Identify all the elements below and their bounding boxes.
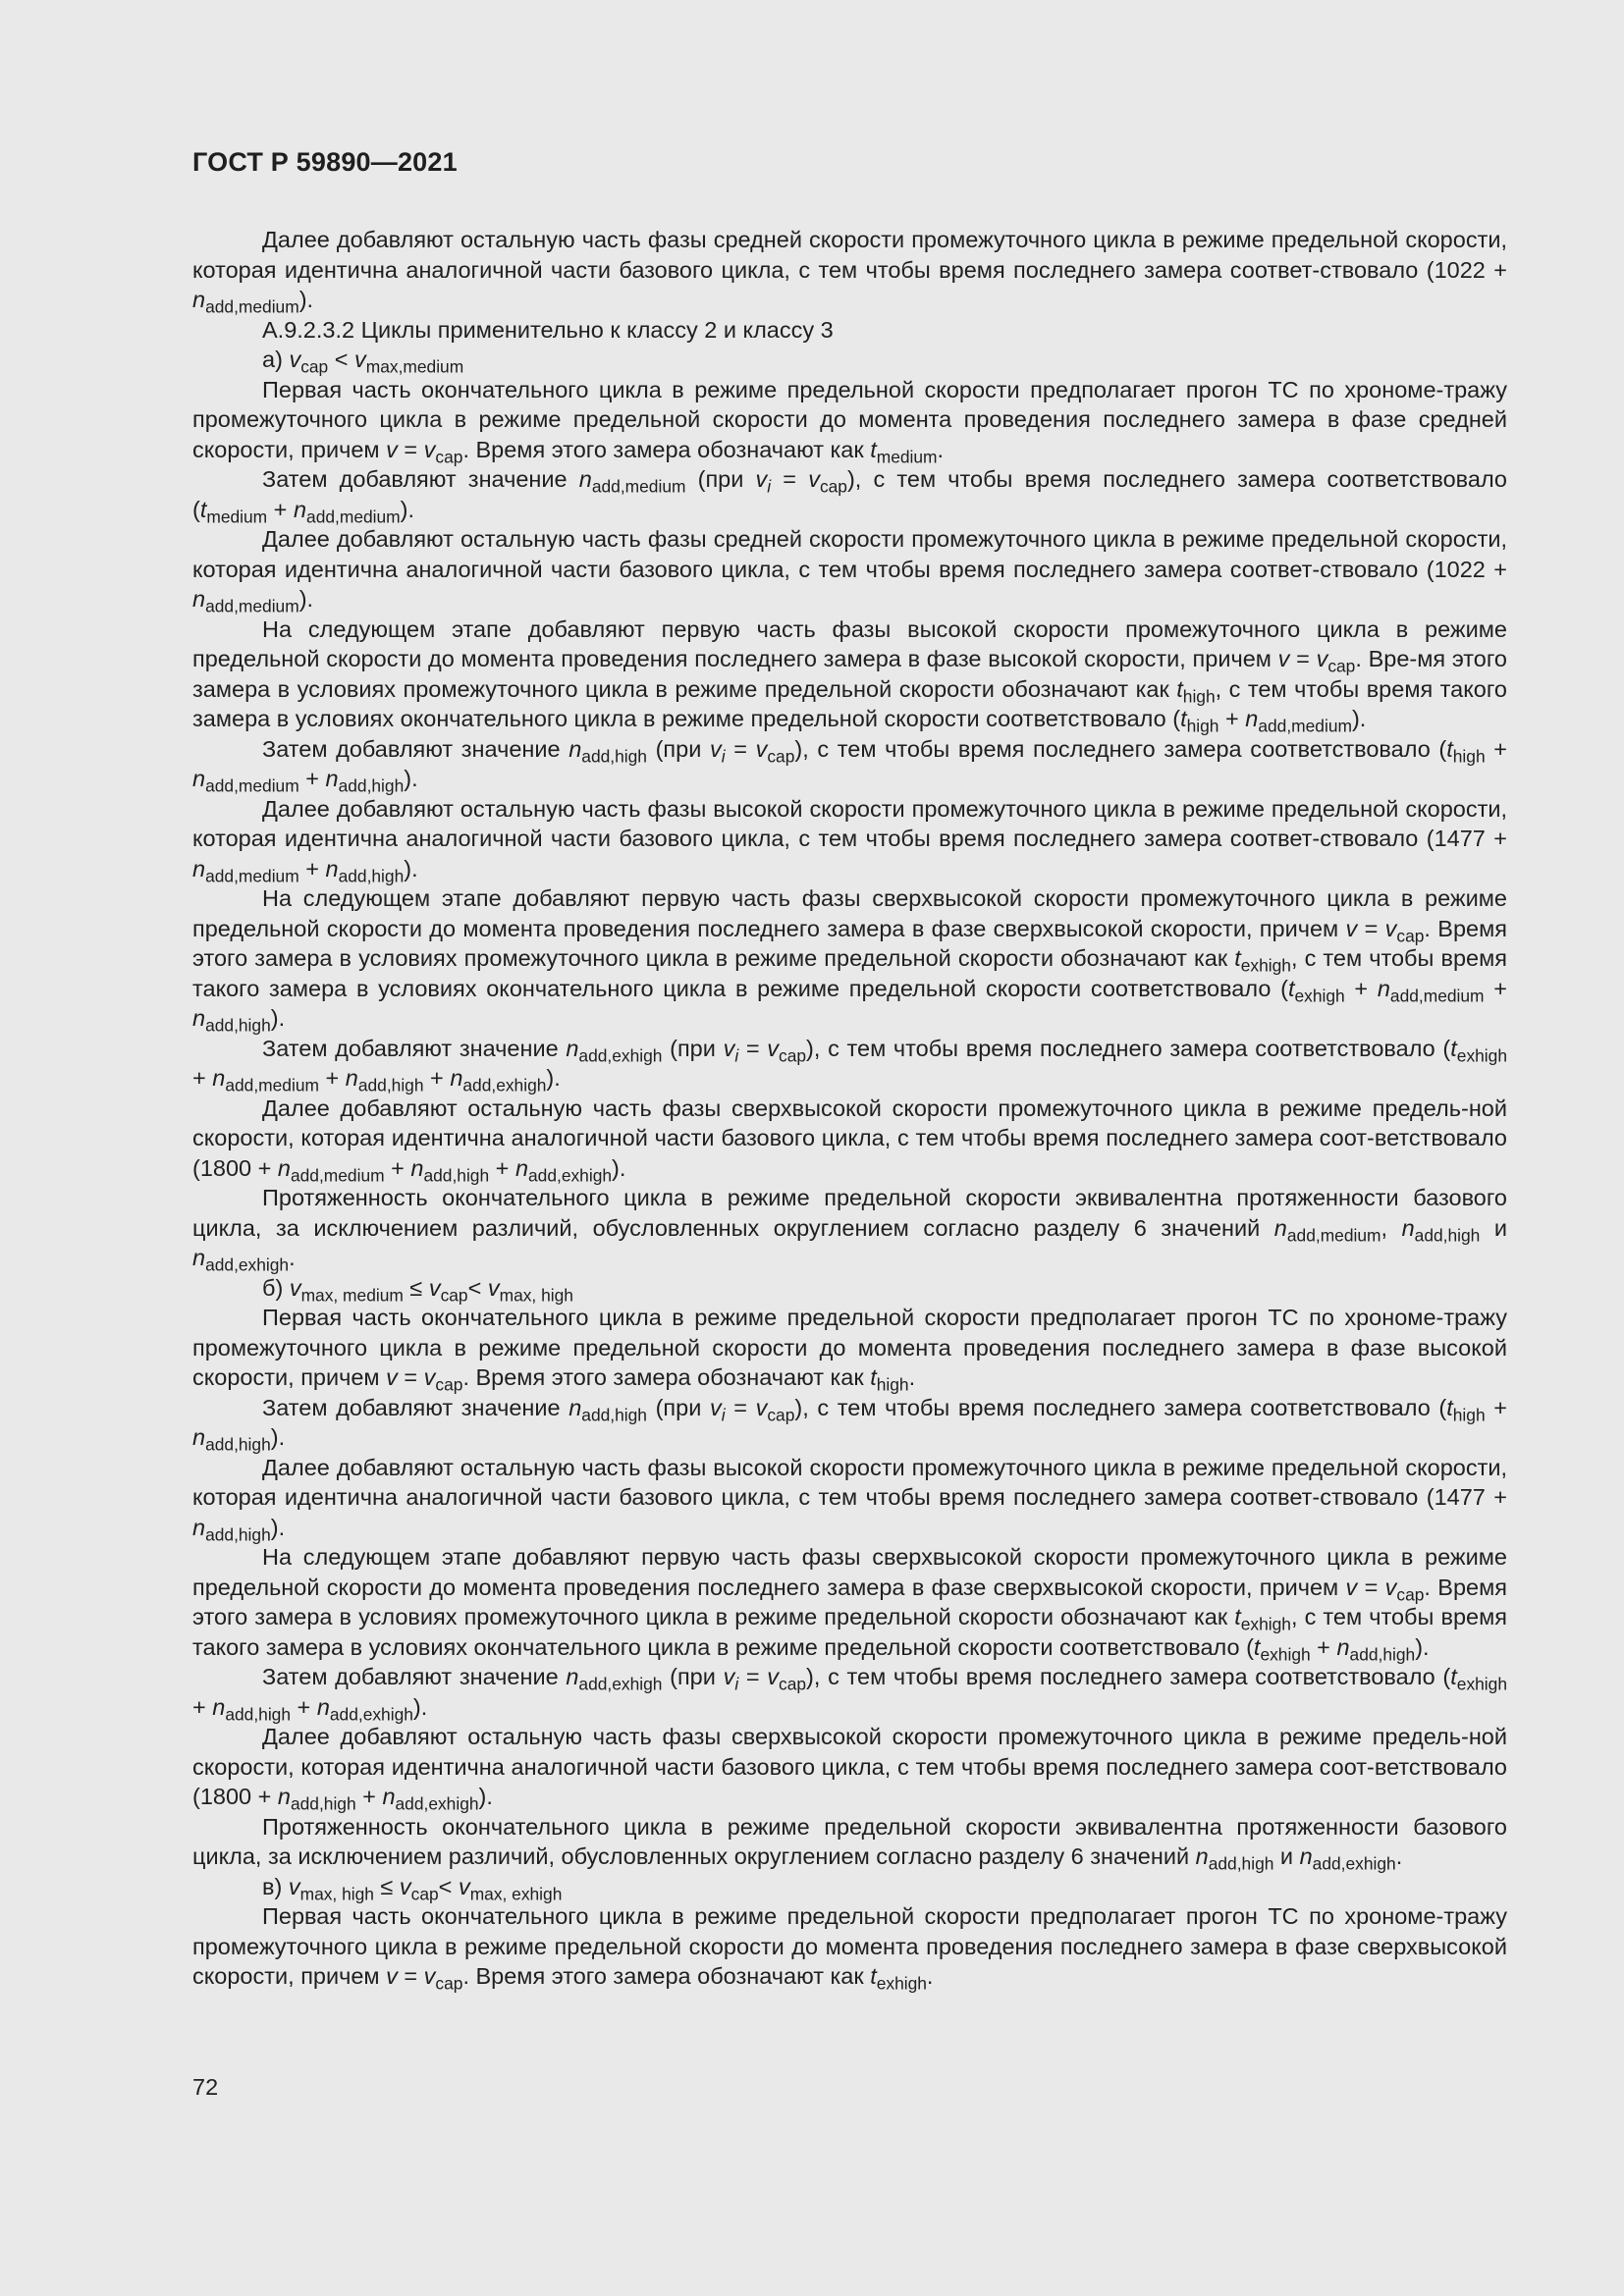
body-paragraph-10: Далее добавляют остальную часть фазы сверхвысокой скорости промежуточного цикла в режиме предель-ной скорости, которая идентична аналогичной части базового цикла, с тем чтобы время последнего замера соот-ветствовало $(1800 + n_{add,medium} + n_{add,high} + n_{add,exhigh})$. xyxy=(192,1095,1507,1186)
page-number: 72 xyxy=(192,2074,219,2100)
body-paragraph-18: Протяженность окончательного цикла в режиме предельной скорости эквивалентна протяженности базового цикла, за исключением различий, обусловленных округлением согласно разделу 6 значений $n_{add,high}$ и $n_{add,exhigh}$. xyxy=(192,1813,1507,1874)
case-c-heading: в) $v_{max, high} \le v_{cap}< v_{max, exhigh}$ xyxy=(262,1873,563,1904)
case-a-heading: а) $v_{cap} < v_{max,medium}$ xyxy=(262,347,464,377)
document-body xyxy=(192,225,1507,1992)
body-paragraph-14: Далее добавляют остальную часть фазы высокой скорости промежуточного цикла в режиме предельной скорости, которая идентична аналогичной части базового цикла, с тем чтобы время последнего замера соответ-ствовало $(1477 + n_{add,high})$. xyxy=(192,1454,1507,1545)
body-paragraph-15: На следующем этапе добавляют первую часть фазы сверхвысокой скорости промежуточного цикла в режиме предельной скорости до момента проведения последнего замера в фазе сверхвысокой скорости, причем $v = v_{cap}$. Время этого замера в условиях промежуточного цикла в режиме предельной скорости обозначают как $t_{exhigh}$, с тем чтобы время такого замера в условиях окончательного цикла в режиме предельной скорости соответствовало $(t_{exhigh} + n_{add,high})$. xyxy=(192,1544,1507,1665)
body-paragraph-16: Затем добавляют значение $n_{add,exhigh}$ (при $v_i = v_{cap}$), с тем чтобы время последнего замера соответствовало $(t_{exhigh} + n_{add,high} + n_{add,exhigh})$. xyxy=(192,1664,1507,1725)
body-paragraph-7: Далее добавляют остальную часть фазы высокой скорости промежуточного цикла в режиме предельной скорости, которая идентична аналогичной части базового цикла, с тем чтобы время последнего замера соответ-ствовало $(1477 + n_{add,medium} + n_{add,high})$. xyxy=(192,795,1507,886)
case-b-heading: б) $v_{max, medium} \le v_{cap}< v_{max, high}$ xyxy=(262,1274,573,1306)
body-paragraph-13: Затем добавляют значение $n_{add,high}$ (при $v_i = v_{cap}$), с тем чтобы время последнего замера соответствовало $(t_{high} + n_{add,high})$. xyxy=(192,1394,1507,1455)
body-paragraph-8: На следующем этапе добавляют первую часть фазы сверхвысокой скорости промежуточного цикла в режиме предельной скорости до момента проведения последнего замера в фазе сверхвысокой скорости, причем $v = v_{cap}$. Время этого замера в условиях промежуточного цикла в режиме предельной скорости обозначают как $t_{exhigh}$, с тем чтобы время такого замера в условиях окончательного цикла в режиме предельной скорости соответствовало $(t_{exhigh} + n_{add,medium} + n_{add,high})$. xyxy=(192,885,1507,1036)
body-paragraph-1: Далее добавляют остальную часть фазы средней скорости промежуточного цикла в режиме предельной скорости, которая идентична аналогичной части базового цикла, с тем чтобы время последнего замера соответ-ствовало $(1022 + n_{add,medium})$. xyxy=(192,227,1507,317)
section-heading: А.9.2.3.2 Циклы применительно к классу 2 и классу 3 xyxy=(262,316,834,343)
body-paragraph-12: Первая часть окончательного цикла в режиме предельной скорости предполагает прогон ТС по хрономе-тражу промежуточного цикла в режиме предельной скорости до момента проведения последнего замера в фазе высокой скорости, причем $v = v_{cap}$. Время этого замера обозначают как $t_{high}$. xyxy=(192,1305,1507,1395)
document-header: ГОСТ Р 59890—2021 xyxy=(192,147,458,177)
body-paragraph-5: На следующем этапе добавляют первую часть фазы высокой скорости промежуточного цикла в режиме предельной скорости до момента проведения последнего замера в фазе высокой скорости, причем $v = v_{cap}$. Вре-мя этого замера в условиях промежуточного цикла в режиме предельной скорости обозначают как $t_{high}$, с тем чтобы время такого замера в условиях окончательного цикла в режиме предельной скорости соответствовало $(t_{high} + n_{add,medium})$. xyxy=(192,615,1507,736)
body-paragraph-4: Далее добавляют остальную часть фазы средней скорости промежуточного цикла в режиме предельной скорости, которая идентична аналогичной части базового цикла, с тем чтобы время последнего замера соответ-ствовало $(1022 + n_{add,medium})$. xyxy=(192,526,1507,616)
body-paragraph-2: Первая часть окончательного цикла в режиме предельной скорости предполагает прогон ТС по хрономе-тражу промежуточного цикла в режиме предельной скорости до момента проведения последнего замера в фазе средней скорости, причем $v = v_{cap}$. Время этого замера обозначают как $t_{medium}$. xyxy=(192,376,1507,467)
body-paragraph-11: Протяженность окончательного цикла в режиме предельной скорости эквивалентна протяженности базового цикла, за исключением различий, обусловленных округлением согласно разделу 6 значений $n_{add,medium}$, $n_{add,high}$ и $n_{add,exhigh}$. xyxy=(192,1185,1507,1275)
body-paragraph-17: Далее добавляют остальную часть фазы сверхвысокой скорости промежуточного цикла в режиме предель-ной скорости, которая идентична аналогичной части базового цикла, с тем чтобы время последнего замера соот-ветствовало $(1800 + n_{add,high} + n_{add,exhigh})$. xyxy=(192,1724,1507,1814)
body-paragraph-3: Затем добавляют значение $n_{add,medium}$ (при $v_i = v_{cap}$), с тем чтобы время последнего замера соответствовало $(t_{medium} + n_{add,medium})$. xyxy=(192,466,1507,527)
body-paragraph-19: Первая часть окончательного цикла в режиме предельной скорости предполагает прогон ТС по хрономе-тражу промежуточного цикла в режиме предельной скорости до момента проведения последнего замера в фазе сверхвысокой скорости, причем $v = v_{cap}$. Время этого замера обозначают как $t_{exhigh}$. xyxy=(192,1903,1507,1994)
body-paragraph-9: Затем добавляют значение $n_{add,exhigh}$ (при $v_i = v_{cap}$), с тем чтобы время последнего замера соответствовало $(t_{exhigh} + n_{add,medium} + n_{add,high} + n_{add,exhigh})$. xyxy=(192,1035,1507,1095)
body-paragraph-6: Затем добавляют значение $n_{add,high}$ (при $v_i = v_{cap}$), с тем чтобы время последнего замера соответствовало $(t_{high} + n_{add,medium} + n_{add,high})$. xyxy=(192,735,1507,796)
